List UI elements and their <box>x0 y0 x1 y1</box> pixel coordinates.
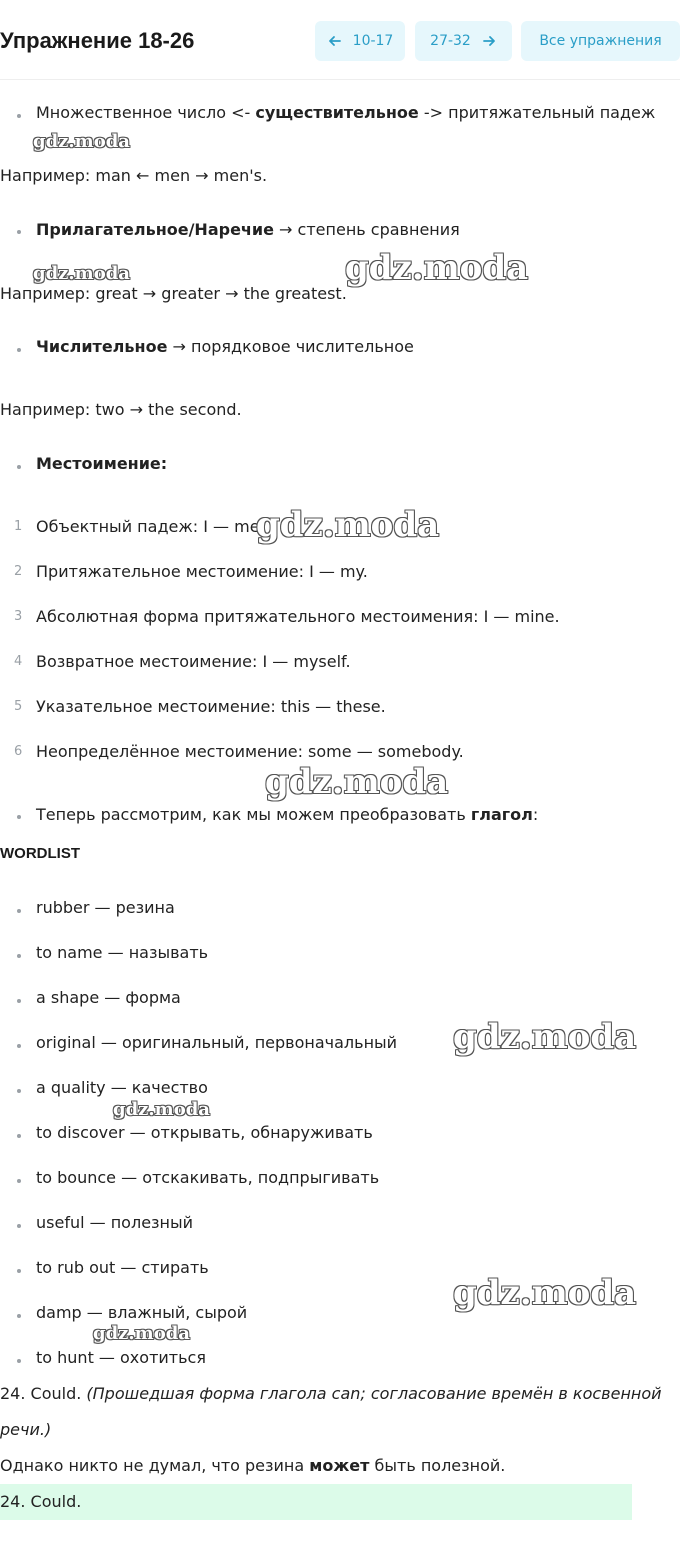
watermark-logo: gdz.moda <box>345 248 529 288</box>
next-exercises-button[interactable] <box>415 21 512 61</box>
bullet-dot <box>17 1044 21 1048</box>
list-number: 1 <box>14 519 23 534</box>
wordlist-item: useful — полезный <box>36 1213 194 1232</box>
arrow-left-icon <box>327 33 343 49</box>
watermark-logo: gdz.moda <box>113 1099 210 1120</box>
page-header <box>0 0 680 80</box>
watermark-logo: gdz.moda <box>453 1017 637 1057</box>
watermark-logo: gdz.moda <box>256 505 440 545</box>
list-item: Множественное число <- существительное -> притяжательный падеж <box>36 103 656 122</box>
prev-exercises-button[interactable] <box>315 21 405 61</box>
list-item: Прилагательное/Наречие → степень сравнения <box>36 220 460 239</box>
bullet-dot <box>17 114 21 118</box>
list-number: 2 <box>14 564 23 579</box>
bullet-dot <box>17 1179 21 1183</box>
arrow-right-icon <box>481 33 497 49</box>
bullet-dot <box>17 1314 21 1318</box>
list-number: 5 <box>14 699 23 714</box>
wordlist-item: a shape — форма <box>36 988 181 1007</box>
list-number: 6 <box>14 744 23 759</box>
bullet-dot <box>17 999 21 1003</box>
watermark-logo: gdz.moda <box>33 263 130 284</box>
example-text: Например: great → greater → the greatest. <box>0 284 347 303</box>
list-item: Притяжательное местоимение: I — my. <box>36 562 368 581</box>
all-exercises-button[interactable]: Все упражнения <box>521 21 680 61</box>
page-title: Упражнение 18-26 <box>0 28 195 53</box>
wordlist-item: to bounce — отскакивать, подпрыгивать <box>36 1168 380 1187</box>
list-item: Абсолютная форма притяжательного местоимения: I — mine. <box>36 607 560 626</box>
list-item: Местоимение: <box>36 454 168 473</box>
bullet-dot <box>17 1134 21 1138</box>
prev-exercises-label: 10-17 <box>352 33 394 49</box>
wordlist-heading: WORDLIST <box>0 845 80 862</box>
answer-highlight <box>0 1484 632 1520</box>
wordlist-item: to name — называть <box>36 943 209 962</box>
bullet-dot <box>17 954 21 958</box>
bullet-dot <box>17 230 21 234</box>
answer-explanation-cont: речи.) <box>0 1420 52 1439</box>
bullet-dot <box>17 465 21 469</box>
wordlist-item: rubber — резина <box>36 898 175 917</box>
bullet-dot <box>17 1359 21 1363</box>
bullet-dot <box>17 815 21 819</box>
translation-text: Однако никто не думал, что резина может быть полезной. <box>0 1456 506 1475</box>
watermark-logo: gdz.moda <box>93 1323 190 1344</box>
watermark-logo: gdz.moda <box>265 762 449 802</box>
list-number: 3 <box>14 609 23 624</box>
next-exercises-label: 27-32 <box>430 33 471 49</box>
watermark-logo: gdz.moda <box>453 1273 637 1313</box>
list-item: Указательное местоимение: this — these. <box>36 697 386 716</box>
wordlist-item: to discover — открывать, обнаруживать <box>36 1123 373 1142</box>
wordlist-item: to hunt — охотиться <box>36 1348 206 1367</box>
list-item: Числительное → порядковое числительное <box>36 337 414 356</box>
list-item: Неопределённое местоимение: some — somebody. <box>36 742 464 761</box>
list-item: Возвратное местоимение: I — myself. <box>36 652 351 671</box>
bullet-dot <box>17 909 21 913</box>
bullet-dot <box>17 348 21 352</box>
bullet-dot <box>17 1089 21 1093</box>
example-text: Например: man ← men → men's. <box>0 166 268 185</box>
wordlist-item: to rub out — стирать <box>36 1258 209 1277</box>
list-item: Теперь рассмотрим, как мы можем преобразовать глагол: <box>36 805 539 824</box>
list-item: Объектный падеж: I — me. <box>36 517 265 536</box>
wordlist-item: original — оригинальный, первоначальный <box>36 1033 398 1052</box>
list-number: 4 <box>14 654 23 669</box>
wordlist-item: a quality — качество <box>36 1078 208 1097</box>
answer-text: 24. Could. <box>0 1492 82 1511</box>
wordlist-item: damp — влажный, сырой <box>36 1303 248 1322</box>
bullet-dot <box>17 1224 21 1228</box>
answer-explanation: 24. Could. (Прошедшая форма глагола can; согласование времён в косвенной <box>0 1384 662 1403</box>
bullet-dot <box>17 1269 21 1273</box>
watermark-logo: gdz.moda <box>33 131 130 152</box>
example-text: Например: two → the second. <box>0 400 242 419</box>
